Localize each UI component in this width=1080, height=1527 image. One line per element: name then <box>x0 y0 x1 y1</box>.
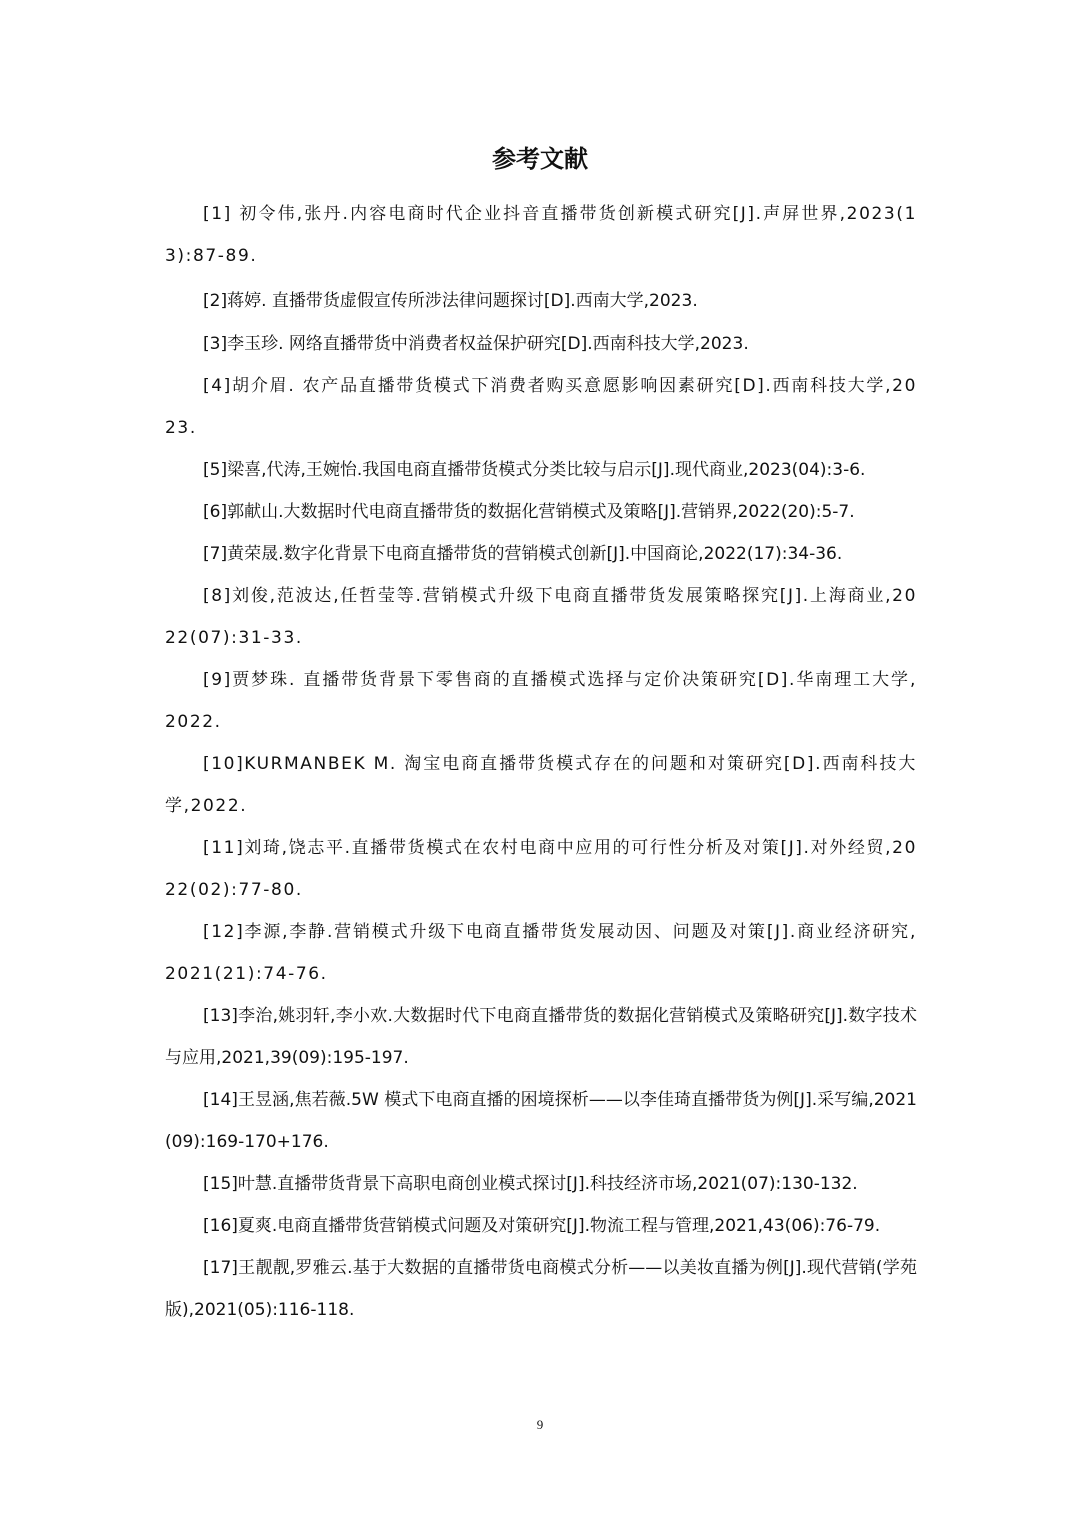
reference-item-9: [9]贾梦珠. 直播带货背景下零售商的直播模式选择与定价决策研究[D].华南理工大学,2022. <box>165 670 917 732</box>
reference-item-16: [16]夏爽.电商直播带货营销模式问题及对策研究[J].物流工程与管理,2021,43(06):76-79. <box>203 1216 881 1236</box>
page-title: 参考文献 <box>492 145 588 173</box>
reference-list <box>165 193 917 1331</box>
reference-item-7: [7]黄荣晟.数字化背景下电商直播带货的营销模式创新[J].中国商论,2022(17):34-36. <box>203 544 843 564</box>
reference-item-13: [13]李治,姚羽轩,李小欢.大数据时代下电商直播带货的数据化营销模式及策略研究[J].数字技术与应用,2021,39(09):195-197. <box>165 1006 917 1068</box>
reference-item-3: [3]李玉珍. 网络直播带货中消费者权益保护研究[D].西南科技大学,2023. <box>203 334 749 354</box>
reference-item-8: [8]刘俊,范波达,任哲莹等.营销模式升级下电商直播带货发展策略探究[J].上海商业,2022(07):31-33. <box>165 586 917 648</box>
page-number: 9 <box>536 1417 544 1432</box>
reference-item-10: [10]KURMANBEK M. 淘宝电商直播带货模式存在的问题和对策研究[D].西南科技大学,2022. <box>165 754 917 816</box>
reference-item-12: [12]李源,李静.营销模式升级下电商直播带货发展动因、问题及对策[J].商业经济研究,2021(21):74-76. <box>165 922 917 984</box>
reference-item-2: [2]蒋婷. 直播带货虚假宣传所涉法律问题探讨[D].西南大学,2023. <box>203 291 698 311</box>
reference-item-6: [6]郭献山.大数据时代电商直播带货的数据化营销模式及策略[J].营销界,2022(20):5-7. <box>203 502 855 522</box>
reference-item-17: [17]王靓靓,罗雅云.基于大数据的直播带货电商模式分析——以美妆直播为例[J].现代营销(学苑版),2021(05):116-118. <box>165 1258 917 1320</box>
reference-item-15: [15]叶慧.直播带货背景下高职电商创业模式探讨[J].科技经济市场,2021(07):130-132. <box>203 1174 858 1194</box>
reference-item-4: [4]胡介眉. 农产品直播带货模式下消费者购买意愿影响因素研究[D].西南科技大学,2023. <box>165 376 917 438</box>
reference-item-11: [11]刘琦,饶志平.直播带货模式在农村电商中应用的可行性分析及对策[J].对外经贸,2022(02):77-80. <box>165 838 917 900</box>
reference-item-14: [14]王昱涵,焦若薇.5W 模式下电商直播的困境探析——以李佳琦直播带货为例[J].采写编,2021(09):169-170+176. <box>165 1090 917 1152</box>
reference-item-5: [5]梁喜,代涛,王婉怡.我国电商直播带货模式分类比较与启示[J].现代商业,2023(04):3-6. <box>203 460 866 480</box>
reference-item-1: [1] 初令伟,张丹.内容电商时代企业抖音直播带货创新模式研究[J].声屏世界,2023(13):87-89. <box>165 204 917 266</box>
